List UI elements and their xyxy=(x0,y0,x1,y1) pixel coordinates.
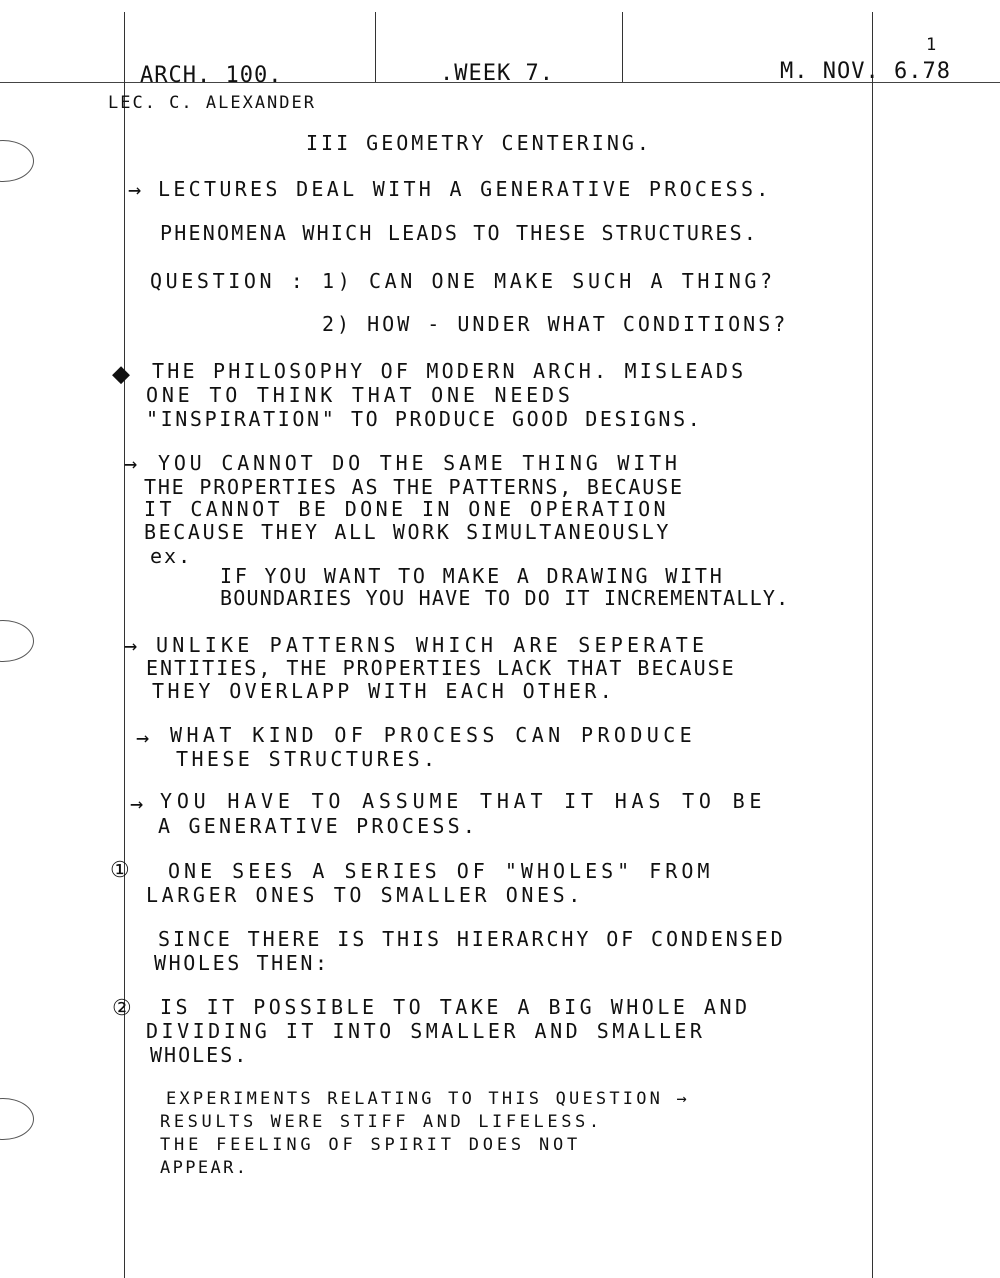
punch-hole-top xyxy=(0,140,34,182)
note-line: WHOLES THEN: xyxy=(154,951,330,975)
note-line: RESULTS WERE STIFF AND LIFELESS. xyxy=(160,1112,603,1132)
note-line: SINCE THERE IS THIS HIERARCHY OF CONDENSED xyxy=(158,927,786,951)
note-line: THE PROPERTIES AS THE PATTERNS, BECAUSE xyxy=(144,475,684,499)
note-line: A GENERATIVE PROCESS. xyxy=(158,814,479,838)
right-margin-line xyxy=(872,12,873,1278)
page-number: 1 xyxy=(926,35,939,55)
week-label: .WEEK 7. xyxy=(440,61,554,86)
note-line: YOU CANNOT DO THE SAME THING WITH xyxy=(158,451,681,475)
punch-hole-bottom xyxy=(0,1098,34,1140)
arrow-icon: → xyxy=(124,452,138,477)
note-line: "INSPIRATION" TO PRODUCE GOOD DESIGNS. xyxy=(146,407,703,431)
note-line: ONE SEES A SERIES OF "WHOLES" FROM xyxy=(168,859,714,883)
header-divider-1 xyxy=(375,12,376,82)
arrow-icon: → xyxy=(130,792,144,817)
lecturer-label: LEC. C. ALEXANDER xyxy=(108,93,316,113)
note-line: THE FEELING OF SPIRIT DOES NOT xyxy=(160,1135,582,1155)
arrow-icon: → xyxy=(124,634,138,659)
arrow-icon: → xyxy=(136,726,150,751)
date-label: M. NOV. 6.78 xyxy=(780,59,951,84)
note-line: ENTITIES, THE PROPERTIES LACK THAT BECAUSE xyxy=(146,656,736,680)
note-line: IT CANNOT BE DONE IN ONE OPERATION xyxy=(144,497,669,521)
note-line: DIVIDING IT INTO SMALLER AND SMALLER xyxy=(146,1019,706,1043)
arrow-icon: → xyxy=(128,178,142,203)
circled-one-icon: ① xyxy=(110,858,130,883)
note-line: EXPERIMENTS RELATING TO THIS QUESTION → xyxy=(166,1089,690,1109)
course-label: ARCH. 100. xyxy=(140,63,283,88)
note-line: LARGER ONES TO SMALLER ONES. xyxy=(146,883,584,907)
note-line: BECAUSE THEY ALL WORK SIMULTANEOUSLY xyxy=(144,520,672,544)
note-line: WHAT KIND OF PROCESS CAN PRODUCE xyxy=(170,723,697,747)
note-line: ex. xyxy=(150,544,193,568)
note-line: BOUNDARIES YOU HAVE TO DO IT INCREMENTALLY. xyxy=(220,586,790,610)
header-divider-2 xyxy=(622,12,623,82)
note-line: THESE STRUCTURES. xyxy=(176,747,439,771)
diamond-bullet-icon: ◆ xyxy=(112,356,131,391)
note-line: QUESTION : 1) CAN ONE MAKE SUCH A THING? xyxy=(150,269,776,293)
punch-hole-middle xyxy=(0,620,34,662)
note-line: YOU HAVE TO ASSUME THAT IT HAS TO BE xyxy=(160,789,767,813)
note-line: IF YOU WANT TO MAKE A DRAWING WITH xyxy=(220,564,725,588)
note-line: WHOLES. xyxy=(150,1043,249,1067)
note-line: 2) HOW - UNDER WHAT CONDITIONS? xyxy=(322,312,789,336)
note-line: ONE TO THINK THAT ONE NEEDS xyxy=(146,383,574,407)
note-line: THE PHILOSOPHY OF MODERN ARCH. MISLEADS xyxy=(152,359,747,383)
circled-two-icon: ② xyxy=(112,996,132,1021)
note-line: THEY OVERLAPP WITH EACH OTHER. xyxy=(152,679,616,703)
note-line: LECTURES DEAL WITH A GENERATIVE PROCESS. xyxy=(158,177,772,201)
note-line: IS IT POSSIBLE TO TAKE A BIG WHOLE AND xyxy=(160,995,751,1019)
note-line: PHENOMENA WHICH LEADS TO THESE STRUCTURES. xyxy=(160,221,759,245)
note-line: APPEAR. xyxy=(160,1158,249,1178)
note-title: III GEOMETRY CENTERING. xyxy=(306,131,652,155)
note-line: UNLIKE PATTERNS WHICH ARE SEPERATE xyxy=(156,633,709,657)
